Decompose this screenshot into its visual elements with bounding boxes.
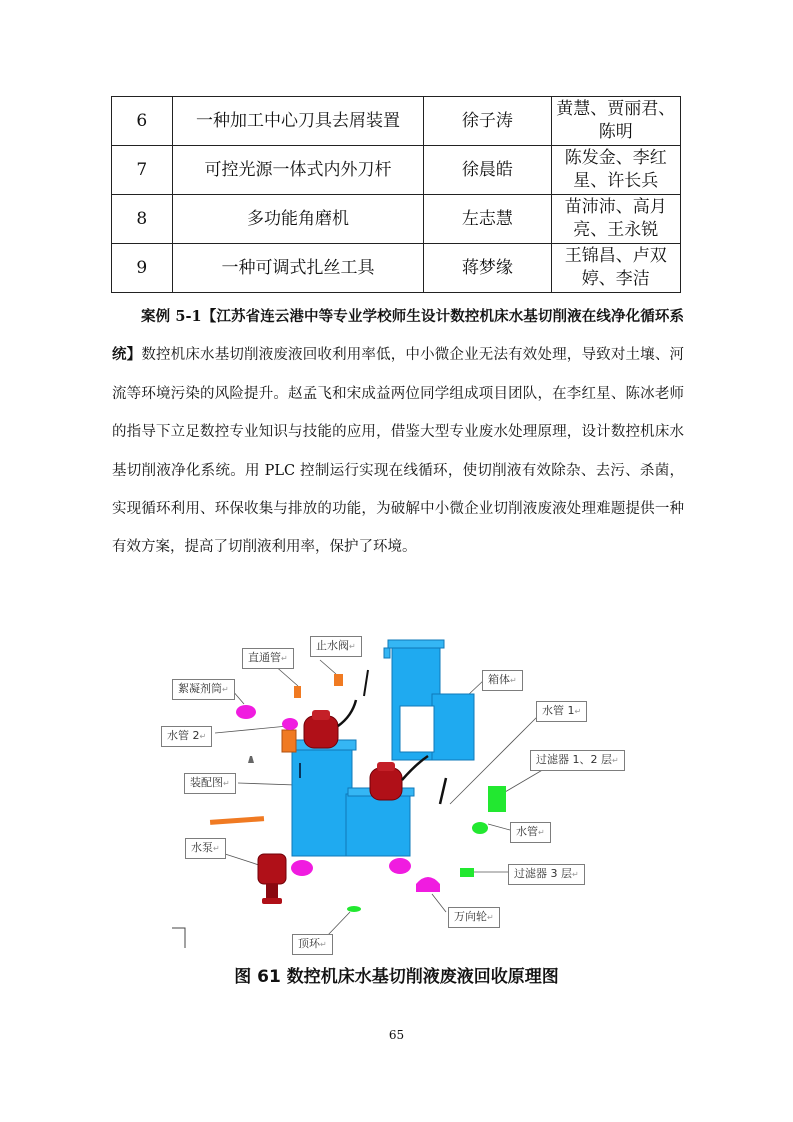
project-name: 多功能角磨机: [172, 195, 424, 244]
label-filter-3: 过滤器 3 层↵: [508, 864, 585, 885]
teacher-line-2: 婷、李洁: [581, 269, 650, 289]
teacher-line-2: 陈明: [598, 122, 633, 142]
label-ring: 顶环↵: [292, 934, 333, 955]
label-straight-pipe: 直通管↵: [242, 648, 294, 669]
teacher-names: [551, 244, 680, 293]
case-paragraph: [112, 298, 684, 567]
teacher-names: [551, 97, 680, 146]
teacher-line-1: 陈发金、李红: [564, 148, 667, 168]
small-fitting: [248, 756, 254, 763]
water-pipe-part: [472, 822, 488, 834]
label-stop-valve: 止水阀↵: [310, 636, 362, 657]
label-caster: 万向轮↵: [448, 907, 500, 928]
water-pipe-2-part: [282, 718, 298, 730]
label-flocculant: 絮凝剂筒↵: [172, 679, 235, 700]
box-body: [384, 640, 474, 760]
motor-top: [304, 710, 338, 748]
caster-wheel: [291, 860, 313, 876]
row-number: 7: [112, 146, 173, 195]
motor-right: [370, 762, 402, 800]
page-number: 65: [388, 1028, 405, 1042]
diagram-drawing: [170, 628, 620, 958]
hose-top: [338, 700, 356, 726]
teacher-line-2: 星、许长兵: [573, 171, 659, 191]
filter-3-part: [460, 868, 474, 877]
water-pipe-1-part: [440, 778, 446, 804]
table-row: [112, 244, 681, 293]
table-row: [112, 146, 681, 195]
teacher-line-2: 亮、王永锐: [573, 220, 659, 240]
row-number: 9: [112, 244, 173, 293]
ring-part: [347, 906, 361, 912]
awards-table: [111, 96, 681, 293]
case-title: 案例 5-1【江苏省连云港中等专业学校师生设计数控机床水基切削液在线净化循环系统】: [112, 308, 684, 364]
table-row: [112, 195, 681, 244]
project-name: 可控光源一体式内外刀杆: [172, 146, 424, 195]
teacher-line-1: 王锦昌、卢双: [564, 246, 667, 266]
label-box: 箱体↵: [482, 670, 523, 691]
filter-1-2-part: [488, 786, 506, 812]
project-name: 一种加工中心刀具去屑装置: [172, 97, 424, 146]
student-name: 左志慧: [424, 195, 551, 244]
teacher-names: [551, 146, 680, 195]
row-number: 8: [112, 195, 173, 244]
caster-part: [416, 877, 440, 892]
label-assembly: 装配图↵: [184, 773, 236, 794]
case-body: 数控机床水基切削液废液回收利用率低，中小微企业无法有效处理，导致对土壤、河流等环境污染的风险提升。赵孟飞和宋成益两位同学组成项目团队，在李红星、陈冰老师的指导下立足数控专业知识与技能的应用，借鉴大型专业废水处理原理，设计数控机床水基切削液净化系统。用 PLC 控制运行实现在线循环，使切削液有效除杂、去污、杀菌，实现循环利用、环保收集与排放的功能，为破解中小微企业切削液废液处理难题提供一种有效方案，提高了切削液利用率，保护了环境。: [112, 347, 684, 556]
flocculant-cylinder: [236, 705, 256, 719]
teacher-line-1: 苗沛沛、高月: [564, 197, 667, 217]
pump-part: [258, 854, 286, 904]
student-name: 徐子涛: [424, 97, 551, 146]
project-name: 一种可调式扎丝工具: [172, 244, 424, 293]
stop-valve-part: [334, 674, 343, 686]
label-pump: 水泵↵: [185, 838, 226, 859]
label-water-pipe-2: 水管 2↵: [161, 726, 212, 747]
label-water-pipe-1: 水管 1↵: [536, 701, 587, 722]
figure-caption: 图 61 数控机床水基切削液废液回收原理图: [234, 967, 559, 987]
table-row: [112, 97, 681, 146]
student-name: 徐晨皓: [424, 146, 551, 195]
system-diagram: [167, 628, 620, 958]
student-name: 蒋梦缘: [424, 244, 551, 293]
straight-pipe-part: [294, 686, 301, 698]
teacher-names: [551, 195, 680, 244]
teacher-line-1: 黄慧、贾丽君、: [556, 99, 676, 119]
orange-pipe-part: [210, 816, 264, 825]
caster-wheel: [389, 858, 411, 874]
label-water-pipe: 水管↵: [510, 822, 551, 843]
valve-stem: [364, 670, 368, 696]
label-filter-1-2: 过滤器 1、2 层↵: [530, 750, 625, 771]
row-number: 6: [112, 97, 173, 146]
